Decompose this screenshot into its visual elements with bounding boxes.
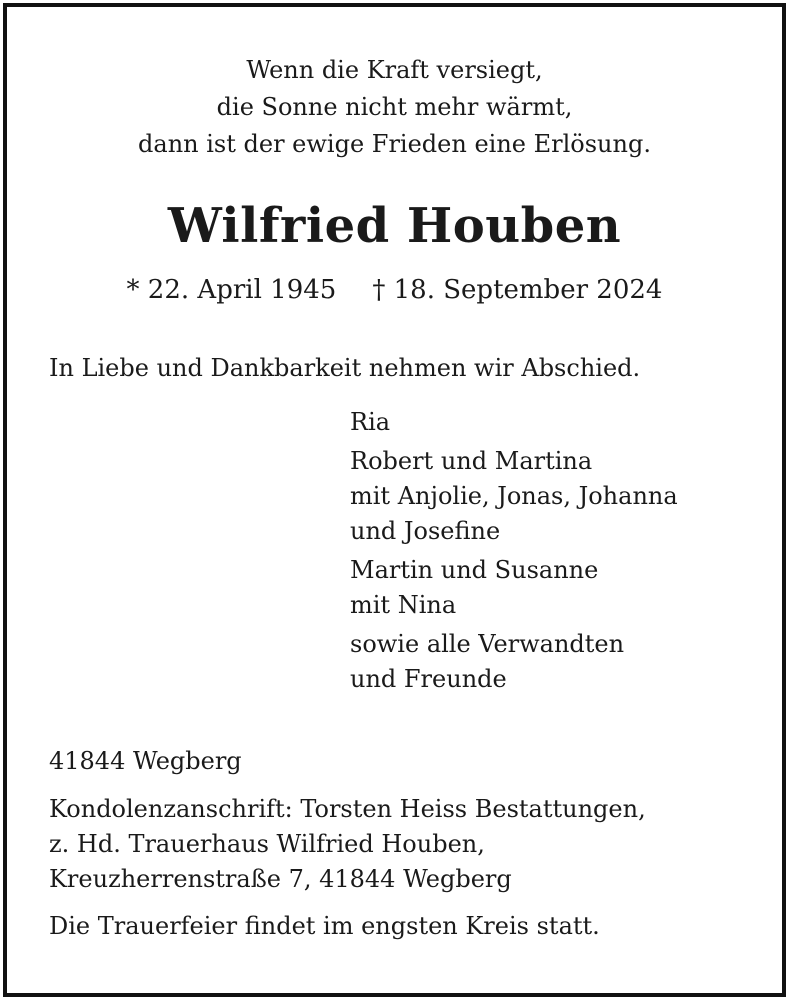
memorial-verse [0, 52, 789, 163]
verse-line-1: Wenn die Kraft versiegt, [246, 56, 543, 84]
mourner-line: mit Nina [350, 591, 457, 619]
address-line-1: Kondolenzanschrift: Torsten Heiss Bestattungen, [49, 795, 646, 823]
verse-line-3: dann ist der ewige Frieden eine Erlösung. [138, 130, 651, 158]
mourner-line: Robert und Martina [350, 447, 593, 475]
condolence-address [49, 792, 646, 897]
city-line: 41844 Wegberg [49, 747, 242, 775]
mourner-line: sowie alle Verwandten [350, 630, 625, 658]
mourners-list [350, 405, 678, 701]
mourner-group [350, 405, 678, 440]
mourner-line: und Freunde [350, 665, 507, 693]
address-line-3: Kreuzherrenstraße 7, 41844 Wegberg [49, 865, 512, 893]
mourner-line: Ria [350, 408, 391, 436]
mourner-group [350, 553, 678, 623]
life-dates [0, 272, 789, 308]
deceased-name: Wilfried Houben [167, 198, 622, 254]
death-date: † 18. September 2024 [372, 275, 663, 305]
birth-date: * 22. April 1945 [126, 275, 337, 305]
mourner-group [350, 627, 678, 697]
mourner-line: und Josefine [350, 517, 501, 545]
mourner-line: Martin und Susanne [350, 556, 599, 584]
address-line-2: z. Hd. Trauerhaus Wilfried Houben, [49, 830, 485, 858]
ceremony-note: Die Trauerfeier findet im engsten Kreis statt. [49, 912, 600, 940]
farewell-text: In Liebe und Dankbarkeit nehmen wir Abschied. [49, 354, 641, 382]
mourner-line: mit Anjolie, Jonas, Johanna [350, 482, 678, 510]
verse-line-2: die Sonne nicht mehr wärmt, [216, 93, 573, 121]
mourner-group [350, 444, 678, 549]
